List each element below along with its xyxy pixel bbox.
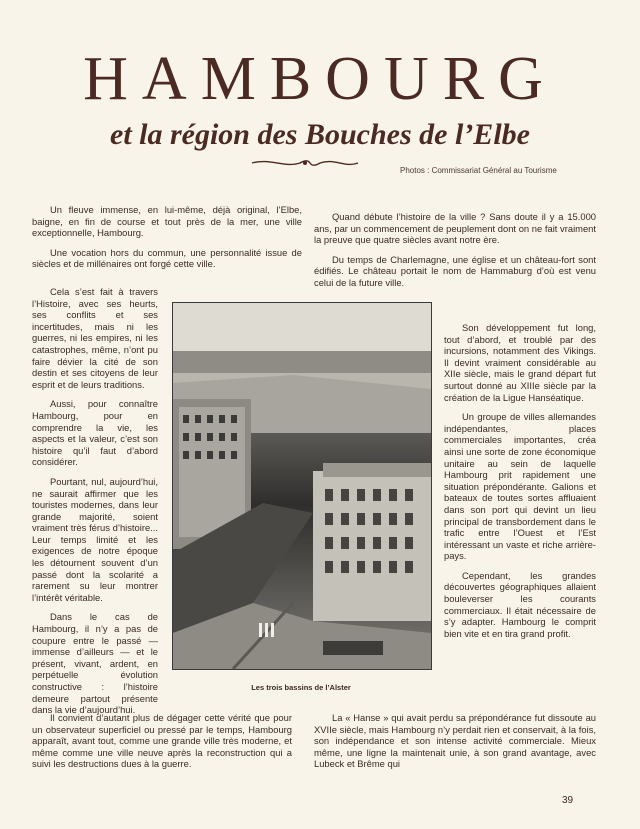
photo-illustration (173, 303, 431, 669)
page-subtitle: et la région des Bouches de l’Elbe (110, 118, 530, 151)
body-paragraph: Quand débute l’histoire de la ville ? Sans doute il y a 15.000 ans, par un commencement de peuplement dont on ne fait vraiment la preuve que quatre siècles avant notre ère. (314, 211, 596, 246)
intro-paragraph: Un fleuve immense, en lui-même, déjà original, l’Elbe, baigne, en fin de course et tout près de la mer, une ville exceptionnelle, Hambourg. (32, 204, 302, 239)
right-column-top (314, 211, 596, 297)
body-paragraph: Son développement fut long, tout d’abord, et troublé par des incursions, notamment des Vikings. Il devint vraiment considérable au XIIe siècle, mais le grand départ fut surtout donné au XIIIe siècle par la création de la Ligue Hanséatique. (444, 322, 596, 403)
intro-paragraph: Une vocation hors du commun, une personnalité issue de siècles et de millénaires ont forgé cette ville. (32, 246, 302, 270)
body-paragraph: Cependant, les grandes découvertes géographiques allaient bouleverser les courants commerciaux. Il était nécessaire de s’y adapter. Hambourg le comprit bien vite et en tira grand profit. (444, 569, 596, 639)
bottom-right-text (314, 712, 596, 778)
left-column (32, 286, 158, 724)
body-paragraph: Du temps de Charlemagne, une église et un château-fort sont édifiés. Le château portait le nom de Hammaburg d’où est venu celui de la future ville. (314, 253, 596, 288)
photo-caption: Les trois bassins de l’Alster (251, 683, 351, 692)
page-title: HAMBOURG (83, 45, 557, 113)
photo-alster-basins (172, 302, 432, 670)
body-paragraph: La « Hanse » qui avait perdu sa prépondérance fut dissoute au XVIIe siècle, mais Hambourg n’y perdait rien et conservait, à la fois, son indépendance et son intense activité commerciale. Mieux même, une ligne la maintenait unie, à son grand avantage, avec Lubeck et Brême qui (314, 712, 596, 770)
photo-credit: Photos : Commissariat Général au Tourisme (400, 166, 557, 175)
bottom-left-text (32, 712, 292, 778)
body-paragraph: Dans le cas de Hambourg, il n’y a pas de coupure entre le passé — immense d’ailleurs — et le présent, vivant, ardent, en perpétuelle évolution constructive : l’histoire demeure partout présente dans la vie d’aujourd’hui. (32, 611, 158, 716)
body-paragraph: Un groupe de villes allemandes indépendantes, places commerciales importantes, créa ainsi une sorte de zone économique unitaire au sein de laquelle Hambourg prit rapidement une situation prépondérante. Galions et bateaux de toutes sortes affluaient dans son port qui devint un lieu principal de transbordement dans le trafic entre l’Ouest et l’Est intéressant un vaste et riche arrière-pays. (444, 411, 596, 562)
body-paragraph: Pourtant, nul, aujourd’hui, ne saurait affirmer que les touristes modernes, dans leur grande majorité, soient vraiment très férus d’histoire... Leur temps limité et les exigences de notre époque les détournent souvent d’un passé dont la scolarité a rarement su leur montrer l’intérêt véritable. (32, 475, 158, 603)
right-column (444, 322, 596, 647)
ornament-divider (250, 156, 360, 170)
body-paragraph: Aussi, pour connaître Hambourg, pour en comprendre la vie, les aspects et la valeur, c’est son histoire qu’il faut d’abord considérer. (32, 398, 158, 468)
page-number: 39 (562, 795, 574, 806)
body-paragraph: Cela s’est fait à travers l’Histoire, avec ses heurts, ses conflits et ses incertitudes, mais ni les guerres, ni les empires, ni les catastrophes, même, n’ont pu faire dévier la cité de son destin et ses citoyens de leur esprit et de leurs traditions. (32, 286, 158, 390)
intro-text (32, 204, 302, 278)
body-paragraph: Il convient d’autant plus de dégager cette vérité que pour un observateur superficiel ou pressé par le temps, Hambourg apparaît, avant tout, comme une grande ville très moderne, et même comme une ville neuve après la reconstruction qui a suivi les destructions dues à la guerre. (32, 712, 292, 770)
